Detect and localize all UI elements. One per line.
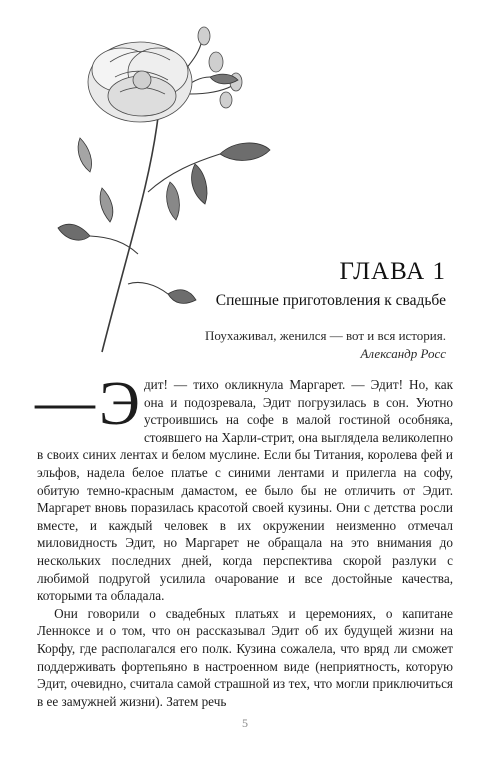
page-number: 5 (242, 716, 248, 730)
paragraph-1 (35, 368, 453, 605)
chapter-body (35, 368, 453, 710)
epigraph-text: Поухаживал, женился — вот и вся история. (204, 328, 446, 343)
epigraph-author: Александр Росс (360, 346, 446, 361)
drop-dash: — (35, 368, 95, 434)
chapter-title: ГЛАВА 1 (339, 258, 446, 285)
epigraph (205, 327, 446, 363)
drop-cap: Э (99, 370, 140, 438)
paragraph-2: Они говорили о свадебных платьях и церемониях, о капитане Леннoксе и о том, что он рассказывал Эдит об их будущей жизни на Корфу, где располагался его полк. Кузина сожалела, что вряд ли сможет поддерживать фортепьяно в настроенном виде (неприятность, которую Эдит, очевидно, считала самой страшной из тех, что могли приключиться в ее замужней жизни). Затем речь (37, 605, 453, 709)
paragraph-1-text: дит! — тихо окликнула Маргарет. — Эдит! Но, как она и подозревала, Эдит погрузилась в сон. Уютно устроившись на софе в малой гостиной особняка, стоявшего на Харли-стрит, она выглядела великолепно в своих синих лентах и белом муслине. Если бы Титания, королева фей и эльфов, надела белое платье с синими лентами и прилегла на софу, обитую темно-красным дамастом, ее было бы не отличить от Эдит. Маргарет вновь поразилась красотой своей кузины. Они с детства росли вместе, и каждый человек в их окружении неизменно отмечал миловидность Эдит, но Маргарет не обращала на это внимания до нескольких последних дней, когда перспектива скорой разлуки с любимой подругой усилила очарование и все достойные качества, которыми та обладала. (37, 377, 453, 604)
chapter-subtitle: Спешные приготовления к свадьбе (215, 292, 446, 309)
